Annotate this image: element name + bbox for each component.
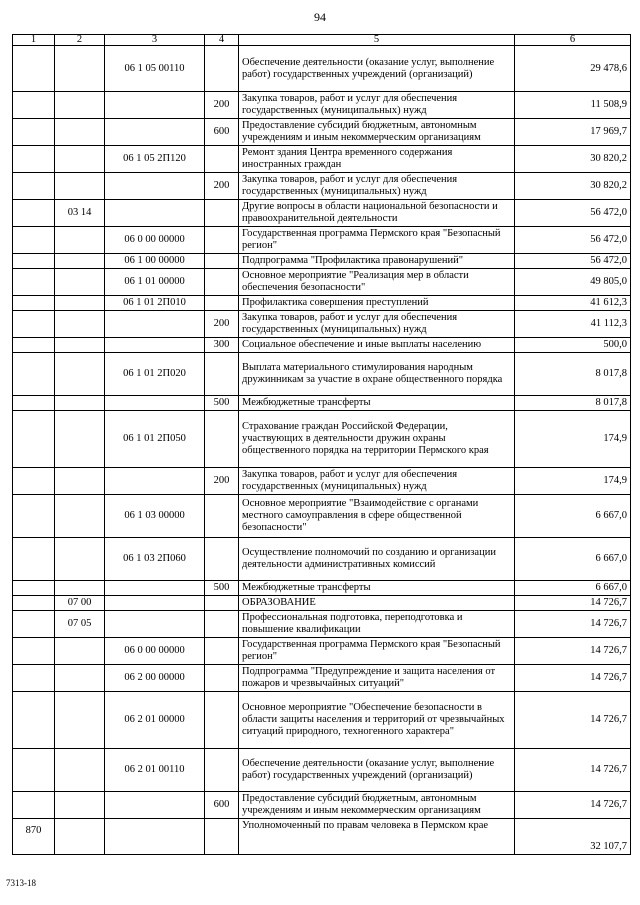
row-cell-col1 <box>13 92 55 119</box>
row-cell-amount: 30 820,2 <box>515 146 631 173</box>
row-cell-col1 <box>13 468 55 495</box>
row-cell-expense-type: 600 <box>205 119 239 146</box>
column-header-3: 3 <box>105 35 205 46</box>
row-cell-expense-type <box>205 596 239 611</box>
row-cell-section <box>55 311 105 338</box>
row-cell-amount: 174,9 <box>515 411 631 468</box>
row-cell-col1 <box>13 200 55 227</box>
budget-table <box>12 34 631 855</box>
table-row <box>13 665 631 692</box>
row-cell-expense-type: 600 <box>205 792 239 819</box>
row-cell-description: Государственная программа Пермского края "Безопасный регион" <box>239 227 515 254</box>
row-cell-amount: 29 478,6 <box>515 46 631 92</box>
row-cell-target-code: 06 1 03 00000 <box>105 495 205 538</box>
table-row <box>13 227 631 254</box>
row-cell-description: Профилактика совершения преступлений <box>239 296 515 311</box>
row-cell-col1 <box>13 411 55 468</box>
row-cell-expense-type <box>205 665 239 692</box>
row-cell-amount: 500,0 <box>515 338 631 353</box>
table-row <box>13 692 631 749</box>
row-cell-description: Профессиональная подготовка, переподготовка и повышение квалификации <box>239 611 515 638</box>
row-cell-col1: 870 <box>13 819 55 855</box>
row-cell-col1 <box>13 296 55 311</box>
row-cell-amount: 17 969,7 <box>515 119 631 146</box>
column-header-2: 2 <box>55 35 105 46</box>
table-row <box>13 119 631 146</box>
row-cell-description: Страхование граждан Российской Федерации, участвующих в деятельности дружин охраны общественного порядка на территории Пермского края <box>239 411 515 468</box>
row-cell-expense-type <box>205 411 239 468</box>
row-cell-col1 <box>13 311 55 338</box>
row-cell-section <box>55 749 105 792</box>
row-cell-expense-type: 200 <box>205 468 239 495</box>
column-header-1: 1 <box>13 35 55 46</box>
row-cell-amount: 41 612,3 <box>515 296 631 311</box>
row-cell-description: Основное мероприятие "Взаимодействие с органами местного самоуправления в сфере общественной безопасности" <box>239 495 515 538</box>
row-cell-description: Уполномоченный по правам человека в Пермском крае <box>239 819 515 855</box>
table-row <box>13 468 631 495</box>
row-cell-expense-type <box>205 611 239 638</box>
row-cell-col1 <box>13 146 55 173</box>
row-cell-amount: 6 667,0 <box>515 538 631 581</box>
row-cell-section <box>55 638 105 665</box>
table-row <box>13 396 631 411</box>
row-cell-description: Выплата материального стимулирования народным дружинникам за участие в охране общественного порядка <box>239 353 515 396</box>
row-cell-amount: 49 805,0 <box>515 269 631 296</box>
row-cell-col1 <box>13 396 55 411</box>
table-body <box>13 46 631 855</box>
row-cell-col1 <box>13 538 55 581</box>
row-cell-amount: 32 107,7 <box>515 819 631 855</box>
row-cell-expense-type <box>205 638 239 665</box>
row-cell-col1 <box>13 353 55 396</box>
table-row <box>13 411 631 468</box>
row-cell-target-code: 06 1 05 00110 <box>105 46 205 92</box>
row-cell-expense-type: 500 <box>205 396 239 411</box>
row-cell-target-code <box>105 611 205 638</box>
row-cell-target-code <box>105 819 205 855</box>
row-cell-section: 07 00 <box>55 596 105 611</box>
row-cell-section <box>55 173 105 200</box>
row-cell-target-code <box>105 468 205 495</box>
row-cell-section <box>55 396 105 411</box>
table-row <box>13 173 631 200</box>
row-cell-target-code: 06 2 01 00110 <box>105 749 205 792</box>
row-cell-section <box>55 254 105 269</box>
row-cell-description: Закупка товаров, работ и услуг для обеспечения государственных (муниципальных) нужд <box>239 92 515 119</box>
row-cell-section <box>55 338 105 353</box>
row-cell-amount: 8 017,8 <box>515 396 631 411</box>
table-row <box>13 200 631 227</box>
row-cell-target-code <box>105 792 205 819</box>
table-row <box>13 338 631 353</box>
row-cell-target-code <box>105 596 205 611</box>
row-cell-col1 <box>13 46 55 92</box>
table-row <box>13 254 631 269</box>
column-header-5: 5 <box>239 35 515 46</box>
row-cell-amount: 174,9 <box>515 468 631 495</box>
row-cell-amount: 14 726,7 <box>515 749 631 792</box>
table-row <box>13 792 631 819</box>
row-cell-col1 <box>13 119 55 146</box>
row-cell-target-code: 06 2 01 00000 <box>105 692 205 749</box>
row-cell-description: Подпрограмма "Предупреждение и защита населения от пожаров и чрезвычайных ситуаций" <box>239 665 515 692</box>
table-row <box>13 311 631 338</box>
row-cell-col1 <box>13 611 55 638</box>
row-cell-section <box>55 353 105 396</box>
row-cell-section <box>55 146 105 173</box>
table-row <box>13 819 631 855</box>
row-cell-section <box>55 92 105 119</box>
row-cell-amount: 14 726,7 <box>515 638 631 665</box>
row-cell-description: Основное мероприятие "Реализация мер в области обеспечения безопасности" <box>239 269 515 296</box>
table-row <box>13 92 631 119</box>
row-cell-description: ОБРАЗОВАНИЕ <box>239 596 515 611</box>
row-cell-expense-type <box>205 538 239 581</box>
row-cell-amount: 56 472,0 <box>515 254 631 269</box>
row-cell-section <box>55 581 105 596</box>
row-cell-description: Государственная программа Пермского края "Безопасный регион" <box>239 638 515 665</box>
row-cell-section <box>55 692 105 749</box>
row-cell-col1 <box>13 749 55 792</box>
row-cell-description: Закупка товаров, работ и услуг для обеспечения государственных (муниципальных) нужд <box>239 173 515 200</box>
row-cell-col1 <box>13 269 55 296</box>
table-row <box>13 581 631 596</box>
row-cell-description: Основное мероприятие "Обеспечение безопасности в области защиты населения и территорий от чрезвычайных ситуаций природного, техногенного характера" <box>239 692 515 749</box>
row-cell-amount: 30 820,2 <box>515 173 631 200</box>
row-cell-target-code: 06 1 01 2П020 <box>105 353 205 396</box>
table-row <box>13 596 631 611</box>
row-cell-col1 <box>13 227 55 254</box>
row-cell-section <box>55 269 105 296</box>
row-cell-expense-type <box>205 200 239 227</box>
column-header-4: 4 <box>205 35 239 46</box>
row-cell-expense-type <box>205 353 239 396</box>
row-cell-target-code: 06 1 00 00000 <box>105 254 205 269</box>
row-cell-section <box>55 227 105 254</box>
row-cell-description: Обеспечение деятельности (оказание услуг, выполнение работ) государственных учреждений (организаций) <box>239 749 515 792</box>
document-code: 7313-18 <box>6 878 36 888</box>
row-cell-target-code: 06 1 01 00000 <box>105 269 205 296</box>
row-cell-target-code <box>105 396 205 411</box>
row-cell-target-code <box>105 173 205 200</box>
table-row <box>13 749 631 792</box>
row-cell-target-code <box>105 581 205 596</box>
table-row <box>13 638 631 665</box>
row-cell-amount: 11 508,9 <box>515 92 631 119</box>
page-number: 94 <box>314 10 326 24</box>
row-cell-expense-type: 200 <box>205 92 239 119</box>
column-header-6: 6 <box>515 35 631 46</box>
row-cell-section <box>55 119 105 146</box>
row-cell-target-code <box>105 311 205 338</box>
row-cell-amount: 14 726,7 <box>515 596 631 611</box>
row-cell-col1 <box>13 792 55 819</box>
row-cell-col1 <box>13 638 55 665</box>
row-cell-description: Ремонт здания Центра временного содержания иностранных граждан <box>239 146 515 173</box>
row-cell-target-code: 06 1 01 2П010 <box>105 296 205 311</box>
row-cell-expense-type <box>205 819 239 855</box>
row-cell-target-code: 06 1 05 2П120 <box>105 146 205 173</box>
row-cell-amount: 6 667,0 <box>515 495 631 538</box>
row-cell-description: Предоставление субсидий бюджетным, автономным учреждениям и иным некоммерческим организациям <box>239 792 515 819</box>
row-cell-section <box>55 411 105 468</box>
row-cell-description: Закупка товаров, работ и услуг для обеспечения государственных (муниципальных) нужд <box>239 311 515 338</box>
table-row <box>13 146 631 173</box>
row-cell-description: Социальное обеспечение и иные выплаты населению <box>239 338 515 353</box>
row-cell-col1 <box>13 665 55 692</box>
row-cell-section <box>55 819 105 855</box>
table-row <box>13 296 631 311</box>
row-cell-amount: 14 726,7 <box>515 611 631 638</box>
row-cell-section: 03 14 <box>55 200 105 227</box>
row-cell-description: Обеспечение деятельности (оказание услуг, выполнение работ) государственных учреждений (организаций) <box>239 46 515 92</box>
row-cell-section <box>55 296 105 311</box>
row-cell-section <box>55 665 105 692</box>
row-cell-section <box>55 495 105 538</box>
row-cell-expense-type <box>205 146 239 173</box>
row-cell-section <box>55 792 105 819</box>
row-cell-expense-type: 300 <box>205 338 239 353</box>
table-row <box>13 353 631 396</box>
row-cell-expense-type <box>205 46 239 92</box>
table-row <box>13 46 631 92</box>
row-cell-col1 <box>13 338 55 353</box>
row-cell-expense-type <box>205 692 239 749</box>
row-cell-target-code: 06 1 03 2П060 <box>105 538 205 581</box>
row-cell-expense-type <box>205 269 239 296</box>
table-row <box>13 495 631 538</box>
row-cell-description: Межбюджетные трансферты <box>239 581 515 596</box>
row-cell-section <box>55 538 105 581</box>
row-cell-expense-type <box>205 254 239 269</box>
row-cell-target-code: 06 1 01 2П050 <box>105 411 205 468</box>
row-cell-description: Другие вопросы в области национальной безопасности и правоохранительной деятельности <box>239 200 515 227</box>
row-cell-target-code: 06 0 00 00000 <box>105 638 205 665</box>
table-row <box>13 611 631 638</box>
row-cell-col1 <box>13 692 55 749</box>
row-cell-target-code <box>105 200 205 227</box>
row-cell-col1 <box>13 596 55 611</box>
row-cell-target-code: 06 2 00 00000 <box>105 665 205 692</box>
row-cell-expense-type <box>205 227 239 254</box>
row-cell-amount: 14 726,7 <box>515 692 631 749</box>
row-cell-description: Межбюджетные трансферты <box>239 396 515 411</box>
row-cell-amount: 14 726,7 <box>515 665 631 692</box>
row-cell-target-code <box>105 92 205 119</box>
row-cell-description: Предоставление субсидий бюджетным, автономным учреждениям и иным некоммерческим организациям <box>239 119 515 146</box>
row-cell-col1 <box>13 254 55 269</box>
row-cell-section <box>55 468 105 495</box>
row-cell-description: Закупка товаров, работ и услуг для обеспечения государственных (муниципальных) нужд <box>239 468 515 495</box>
row-cell-expense-type <box>205 495 239 538</box>
row-cell-amount: 56 472,0 <box>515 227 631 254</box>
row-cell-expense-type <box>205 749 239 792</box>
row-cell-target-code <box>105 119 205 146</box>
row-cell-amount: 14 726,7 <box>515 792 631 819</box>
row-cell-section: 07 05 <box>55 611 105 638</box>
row-cell-description: Осуществление полномочий по созданию и организации деятельности административных комиссий <box>239 538 515 581</box>
row-cell-description: Подпрограмма "Профилактика правонарушений" <box>239 254 515 269</box>
row-cell-target-code <box>105 338 205 353</box>
row-cell-col1 <box>13 173 55 200</box>
row-cell-amount: 8 017,8 <box>515 353 631 396</box>
row-cell-expense-type: 200 <box>205 311 239 338</box>
row-cell-section <box>55 46 105 92</box>
row-cell-expense-type: 200 <box>205 173 239 200</box>
row-cell-expense-type: 500 <box>205 581 239 596</box>
row-cell-amount: 6 667,0 <box>515 581 631 596</box>
row-cell-target-code: 06 0 00 00000 <box>105 227 205 254</box>
table-header-row <box>13 35 631 46</box>
row-cell-amount: 56 472,0 <box>515 200 631 227</box>
row-cell-col1 <box>13 495 55 538</box>
row-cell-col1 <box>13 581 55 596</box>
table-row <box>13 269 631 296</box>
row-cell-amount: 41 112,3 <box>515 311 631 338</box>
table-row <box>13 538 631 581</box>
row-cell-expense-type <box>205 296 239 311</box>
